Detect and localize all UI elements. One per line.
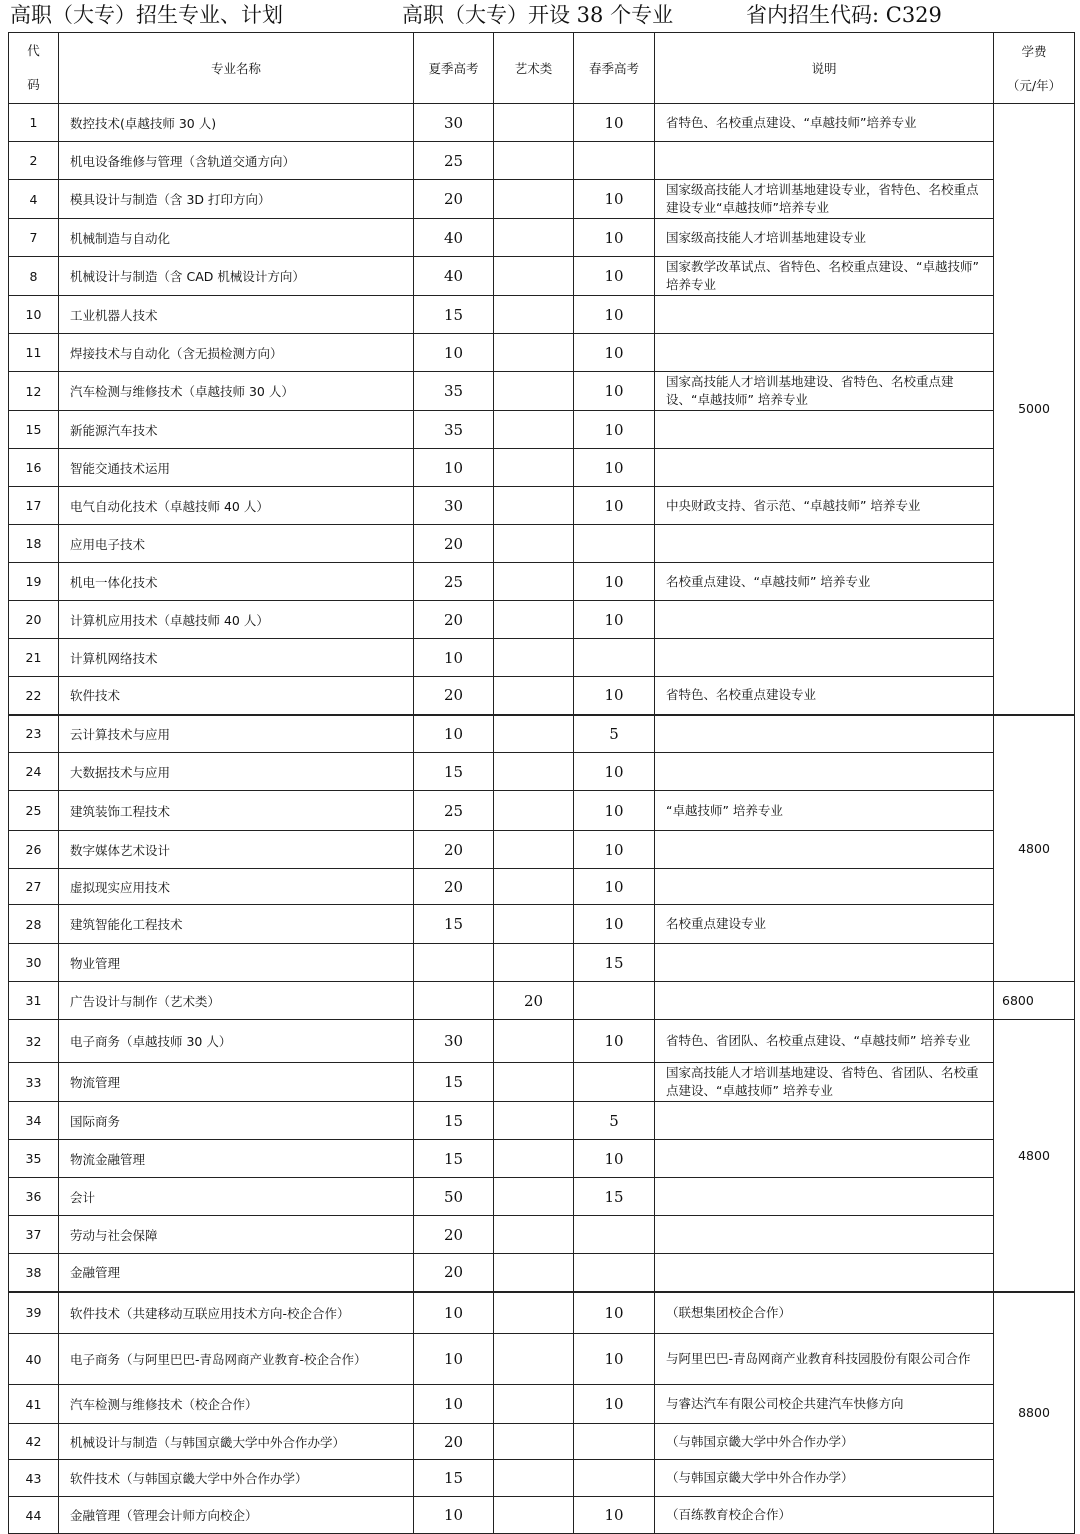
art-quota — [494, 601, 574, 639]
spring-quota: 10 — [574, 296, 655, 334]
major-code: 40 — [9, 1334, 59, 1385]
summer-quota: 15 — [414, 905, 494, 944]
art-quota — [494, 334, 574, 372]
table-row — [9, 142, 1075, 180]
art-quota — [494, 944, 574, 982]
major-name: 汽车检测与维修技术（校企合作） — [59, 1385, 414, 1424]
table-row — [9, 1254, 1075, 1292]
major-code: 26 — [9, 831, 59, 869]
table-row — [9, 104, 1075, 142]
spring-quota: 10 — [574, 869, 655, 905]
major-code: 33 — [9, 1063, 59, 1102]
spring-quota: 10 — [574, 1020, 655, 1063]
major-note — [655, 525, 994, 563]
major-code: 2 — [9, 142, 59, 180]
major-name: 软件技术（共建移动互联应用技术方向-校企合作） — [59, 1292, 414, 1334]
summer-quota: 15 — [414, 1102, 494, 1140]
major-note — [655, 1102, 994, 1140]
spring-quota: 10 — [574, 831, 655, 869]
table-row — [9, 563, 1075, 601]
spring-quota — [574, 1063, 655, 1102]
major-code: 22 — [9, 677, 59, 715]
major-name: 物流管理 — [59, 1063, 414, 1102]
major-code: 24 — [9, 753, 59, 791]
major-code: 4 — [9, 180, 59, 219]
tuition-fee: 8800 — [994, 1292, 1075, 1534]
table-row — [9, 1216, 1075, 1254]
spring-quota: 10 — [574, 257, 655, 296]
major-note: （百练教育校企合作） — [655, 1497, 994, 1534]
major-code: 20 — [9, 601, 59, 639]
spring-quota: 10 — [574, 753, 655, 791]
major-name: 电子商务（卓越技师 30 人） — [59, 1020, 414, 1063]
major-name: 电气自动化技术（卓越技师 40 人） — [59, 487, 414, 525]
art-quota — [494, 715, 574, 753]
major-code: 41 — [9, 1385, 59, 1424]
major-code: 23 — [9, 715, 59, 753]
art-quota — [494, 411, 574, 449]
major-code: 38 — [9, 1254, 59, 1292]
major-note — [655, 296, 994, 334]
major-code: 19 — [9, 563, 59, 601]
major-code: 43 — [9, 1460, 59, 1497]
art-quota — [494, 296, 574, 334]
table-row — [9, 1334, 1075, 1385]
major-note: 国家高技能人才培训基地建设、省特色、名校重点建设、“卓越技师” 培养专业 — [655, 372, 994, 411]
major-note: 省特色、名校重点建设专业 — [655, 677, 994, 715]
table-row — [9, 180, 1075, 219]
art-quota — [494, 1140, 574, 1178]
major-name: 机械设计与制造（与韩国京畿大学中外合作办学） — [59, 1424, 414, 1460]
spring-quota — [574, 1424, 655, 1460]
major-name: 软件技术 — [59, 677, 414, 715]
major-note — [655, 334, 994, 372]
summer-quota: 15 — [414, 1140, 494, 1178]
table-row — [9, 1385, 1075, 1424]
table-row — [9, 1292, 1075, 1334]
table-row — [9, 831, 1075, 869]
art-quota — [494, 1334, 574, 1385]
major-code: 34 — [9, 1102, 59, 1140]
major-code: 30 — [9, 944, 59, 982]
major-code: 21 — [9, 639, 59, 677]
summer-quota: 10 — [414, 1334, 494, 1385]
col-header-note: 说明 — [655, 33, 994, 104]
summer-quota: 15 — [414, 1460, 494, 1497]
major-note — [655, 831, 994, 869]
art-quota — [494, 639, 574, 677]
summer-quota: 20 — [414, 1254, 494, 1292]
major-note: 国家教学改革试点、省特色、名校重点建设、“卓越技师” 培养专业 — [655, 257, 994, 296]
major-code: 35 — [9, 1140, 59, 1178]
summer-quota — [414, 944, 494, 982]
table-row — [9, 1178, 1075, 1216]
major-name: 应用电子技术 — [59, 525, 414, 563]
summer-quota: 20 — [414, 831, 494, 869]
art-quota — [494, 753, 574, 791]
major-note — [655, 639, 994, 677]
major-note — [655, 1140, 994, 1178]
major-note: 国家高技能人才培训基地建设、省特色、省团队、名校重点建设、“卓越技师” 培养专业 — [655, 1063, 994, 1102]
art-quota — [494, 563, 574, 601]
spring-quota: 10 — [574, 1140, 655, 1178]
table-row — [9, 525, 1075, 563]
spring-quota: 10 — [574, 677, 655, 715]
spring-quota: 10 — [574, 791, 655, 831]
art-quota — [494, 1424, 574, 1460]
major-name: 物流金融管理 — [59, 1140, 414, 1178]
major-name: 大数据技术与应用 — [59, 753, 414, 791]
major-name: 汽车检测与维修技术（卓越技师 30 人） — [59, 372, 414, 411]
major-name: 机械设计与制造（含 CAD 机械设计方向） — [59, 257, 414, 296]
col-header-spring: 春季高考 — [574, 33, 655, 104]
major-note: 国家级高技能人才培训基地建设专业，省特色、名校重点建设专业“卓越技师”培养专业 — [655, 180, 994, 219]
art-quota: 20 — [494, 982, 574, 1020]
major-code: 31 — [9, 982, 59, 1020]
col-header-fee: 学费 （元/年） — [994, 33, 1075, 104]
document-header — [0, 0, 1080, 32]
major-note: 国家级高技能人才培训基地建设专业 — [655, 219, 994, 257]
major-name: 新能源汽车技术 — [59, 411, 414, 449]
major-name: 数控技术(卓越技师 30 人) — [59, 104, 414, 142]
major-name: 软件技术（与韩国京畿大学中外合作办学） — [59, 1460, 414, 1497]
art-quota — [494, 1020, 574, 1063]
tuition-fee: 4800 — [994, 715, 1075, 982]
major-note: 省特色、名校重点建设、“卓越技师”培养专业 — [655, 104, 994, 142]
major-name: 机电一体化技术 — [59, 563, 414, 601]
tuition-fee: 6800 — [994, 982, 1075, 1020]
art-quota — [494, 791, 574, 831]
major-name: 建筑智能化工程技术 — [59, 905, 414, 944]
major-code: 11 — [9, 334, 59, 372]
table-row — [9, 1102, 1075, 1140]
summer-quota: 10 — [414, 1385, 494, 1424]
art-quota — [494, 1102, 574, 1140]
art-quota — [494, 142, 574, 180]
table-row — [9, 677, 1075, 715]
art-quota — [494, 372, 574, 411]
summer-quota: 30 — [414, 487, 494, 525]
summer-quota: 40 — [414, 257, 494, 296]
major-name: 建筑装饰工程技术 — [59, 791, 414, 831]
spring-quota — [574, 639, 655, 677]
major-name: 机械制造与自动化 — [59, 219, 414, 257]
spring-quota: 10 — [574, 487, 655, 525]
summer-quota: 20 — [414, 1424, 494, 1460]
col-header-code: 代码 — [9, 33, 59, 104]
major-note: （与韩国京畿大学中外合作办学） — [655, 1460, 994, 1497]
art-quota — [494, 1497, 574, 1534]
summer-quota: 10 — [414, 1497, 494, 1534]
table-row — [9, 372, 1075, 411]
major-note — [655, 601, 994, 639]
major-note — [655, 753, 994, 791]
table-row — [9, 715, 1075, 753]
art-quota — [494, 1216, 574, 1254]
major-name: 金融管理 — [59, 1254, 414, 1292]
spring-quota: 10 — [574, 411, 655, 449]
art-quota — [494, 257, 574, 296]
major-name: 云计算技术与应用 — [59, 715, 414, 753]
major-code: 32 — [9, 1020, 59, 1063]
table-row — [9, 753, 1075, 791]
summer-quota: 20 — [414, 180, 494, 219]
major-note — [655, 411, 994, 449]
major-note — [655, 715, 994, 753]
summer-quota: 10 — [414, 449, 494, 487]
summer-quota: 25 — [414, 563, 494, 601]
summer-quota: 10 — [414, 1292, 494, 1334]
header-major-count: 高职（大专）开设 38 个专业 — [402, 3, 674, 27]
summer-quota — [414, 982, 494, 1020]
spring-quota: 15 — [574, 944, 655, 982]
table-row — [9, 449, 1075, 487]
table-row — [9, 411, 1075, 449]
art-quota — [494, 869, 574, 905]
major-code: 16 — [9, 449, 59, 487]
major-name: 电子商务（与阿里巴巴-青岛网商产业教育-校企合作） — [59, 1334, 414, 1385]
table-row — [9, 944, 1075, 982]
major-code: 7 — [9, 219, 59, 257]
spring-quota: 10 — [574, 334, 655, 372]
art-quota — [494, 1178, 574, 1216]
table-row — [9, 869, 1075, 905]
table-row — [9, 257, 1075, 296]
table-body — [9, 104, 1075, 1534]
spring-quota — [574, 1216, 655, 1254]
art-quota — [494, 1063, 574, 1102]
major-code: 17 — [9, 487, 59, 525]
art-quota — [494, 1385, 574, 1424]
spring-quota: 10 — [574, 372, 655, 411]
summer-quota: 30 — [414, 1020, 494, 1063]
major-note — [655, 1216, 994, 1254]
major-name: 模具设计与制造（含 3D 打印方向） — [59, 180, 414, 219]
major-note: 与睿达汽车有限公司校企共建汽车快修方向 — [655, 1385, 994, 1424]
major-note: 名校重点建设、“卓越技师” 培养专业 — [655, 563, 994, 601]
spring-quota: 10 — [574, 905, 655, 944]
major-name: 工业机器人技术 — [59, 296, 414, 334]
summer-quota: 20 — [414, 601, 494, 639]
summer-quota: 15 — [414, 296, 494, 334]
spring-quota — [574, 142, 655, 180]
major-note: （与韩国京畿大学中外合作办学） — [655, 1424, 994, 1460]
major-note — [655, 449, 994, 487]
art-quota — [494, 525, 574, 563]
major-name: 会计 — [59, 1178, 414, 1216]
spring-quota: 10 — [574, 1334, 655, 1385]
major-code: 36 — [9, 1178, 59, 1216]
table-row — [9, 982, 1075, 1020]
art-quota — [494, 1254, 574, 1292]
major-code: 15 — [9, 411, 59, 449]
table-row — [9, 219, 1075, 257]
major-note: 省特色、省团队、名校重点建设、“卓越技师” 培养专业 — [655, 1020, 994, 1063]
summer-quota: 20 — [414, 1216, 494, 1254]
major-note: 中央财政支持、省示范、“卓越技师” 培养专业 — [655, 487, 994, 525]
major-code: 25 — [9, 791, 59, 831]
summer-quota: 10 — [414, 639, 494, 677]
major-note: 名校重点建设专业 — [655, 905, 994, 944]
art-quota — [494, 905, 574, 944]
major-name: 国际商务 — [59, 1102, 414, 1140]
major-code: 27 — [9, 869, 59, 905]
art-quota — [494, 449, 574, 487]
table-row — [9, 639, 1075, 677]
summer-quota: 35 — [414, 372, 494, 411]
spring-quota: 10 — [574, 1385, 655, 1424]
major-note — [655, 944, 994, 982]
summer-quota: 15 — [414, 753, 494, 791]
summer-quota: 50 — [414, 1178, 494, 1216]
col-header-summer: 夏季高考 — [414, 33, 494, 104]
major-name: 智能交通技术运用 — [59, 449, 414, 487]
major-name: 计算机网络技术 — [59, 639, 414, 677]
major-name: 虚拟现实应用技术 — [59, 869, 414, 905]
major-name: 数字媒体艺术设计 — [59, 831, 414, 869]
major-name: 焊接技术与自动化（含无损检测方向） — [59, 334, 414, 372]
major-code: 44 — [9, 1497, 59, 1534]
art-quota — [494, 677, 574, 715]
summer-quota: 20 — [414, 525, 494, 563]
spring-quota: 10 — [574, 1497, 655, 1534]
summer-quota: 25 — [414, 791, 494, 831]
spring-quota: 10 — [574, 104, 655, 142]
major-note: （联想集团校企合作） — [655, 1292, 994, 1334]
spring-quota: 10 — [574, 1292, 655, 1334]
header-enrollment-code: 省内招生代码: C329 — [746, 3, 942, 27]
summer-quota: 10 — [414, 334, 494, 372]
table-row — [9, 487, 1075, 525]
spring-quota: 10 — [574, 601, 655, 639]
tuition-fee: 4800 — [994, 1020, 1075, 1292]
table-row — [9, 1424, 1075, 1460]
table-row — [9, 334, 1075, 372]
table-row — [9, 601, 1075, 639]
spring-quota: 10 — [574, 449, 655, 487]
major-code: 18 — [9, 525, 59, 563]
col-header-art: 艺术类 — [494, 33, 574, 104]
major-code: 12 — [9, 372, 59, 411]
major-code: 39 — [9, 1292, 59, 1334]
header-title: 高职（大专）招生专业、计划 — [10, 3, 283, 27]
major-code: 42 — [9, 1424, 59, 1460]
col-header-name: 专业名称 — [59, 33, 414, 104]
major-name: 广告设计与制作（艺术类） — [59, 982, 414, 1020]
major-name: 机电设备维修与管理（含轨道交通方向） — [59, 142, 414, 180]
summer-quota: 10 — [414, 715, 494, 753]
spring-quota: 15 — [574, 1178, 655, 1216]
major-note — [655, 1254, 994, 1292]
spring-quota: 10 — [574, 563, 655, 601]
summer-quota: 30 — [414, 104, 494, 142]
table-row — [9, 1497, 1075, 1534]
spring-quota: 5 — [574, 1102, 655, 1140]
major-code: 37 — [9, 1216, 59, 1254]
art-quota — [494, 831, 574, 869]
major-note — [655, 142, 994, 180]
major-name: 计算机应用技术（卓越技师 40 人） — [59, 601, 414, 639]
major-note — [655, 982, 994, 1020]
major-note: 与阿里巴巴-青岛网商产业教育科技园股份有限公司合作 — [655, 1334, 994, 1385]
table-row — [9, 791, 1075, 831]
summer-quota: 25 — [414, 142, 494, 180]
spring-quota — [574, 525, 655, 563]
major-note: “卓越技师” 培养专业 — [655, 791, 994, 831]
major-code: 8 — [9, 257, 59, 296]
art-quota — [494, 104, 574, 142]
spring-quota — [574, 982, 655, 1020]
tuition-fee: 5000 — [994, 104, 1075, 715]
major-name: 劳动与社会保障 — [59, 1216, 414, 1254]
enrollment-table — [8, 32, 1075, 1534]
table-row — [9, 1140, 1075, 1178]
summer-quota: 35 — [414, 411, 494, 449]
major-code: 10 — [9, 296, 59, 334]
major-code: 1 — [9, 104, 59, 142]
table-row — [9, 296, 1075, 334]
summer-quota: 20 — [414, 869, 494, 905]
spring-quota — [574, 1254, 655, 1292]
major-code: 28 — [9, 905, 59, 944]
summer-quota: 40 — [414, 219, 494, 257]
spring-quota: 5 — [574, 715, 655, 753]
art-quota — [494, 1292, 574, 1334]
spring-quota: 10 — [574, 180, 655, 219]
art-quota — [494, 1460, 574, 1497]
spring-quota: 10 — [574, 219, 655, 257]
summer-quota: 15 — [414, 1063, 494, 1102]
spring-quota — [574, 1460, 655, 1497]
summer-quota: 20 — [414, 677, 494, 715]
table-row — [9, 1020, 1075, 1063]
major-note — [655, 869, 994, 905]
major-name: 金融管理（管理会计师方向校企） — [59, 1497, 414, 1534]
table-header-row — [9, 33, 1075, 104]
major-note — [655, 1178, 994, 1216]
table-row — [9, 905, 1075, 944]
art-quota — [494, 487, 574, 525]
art-quota — [494, 180, 574, 219]
table-row — [9, 1460, 1075, 1497]
table-row — [9, 1063, 1075, 1102]
art-quota — [494, 219, 574, 257]
major-name: 物业管理 — [59, 944, 414, 982]
